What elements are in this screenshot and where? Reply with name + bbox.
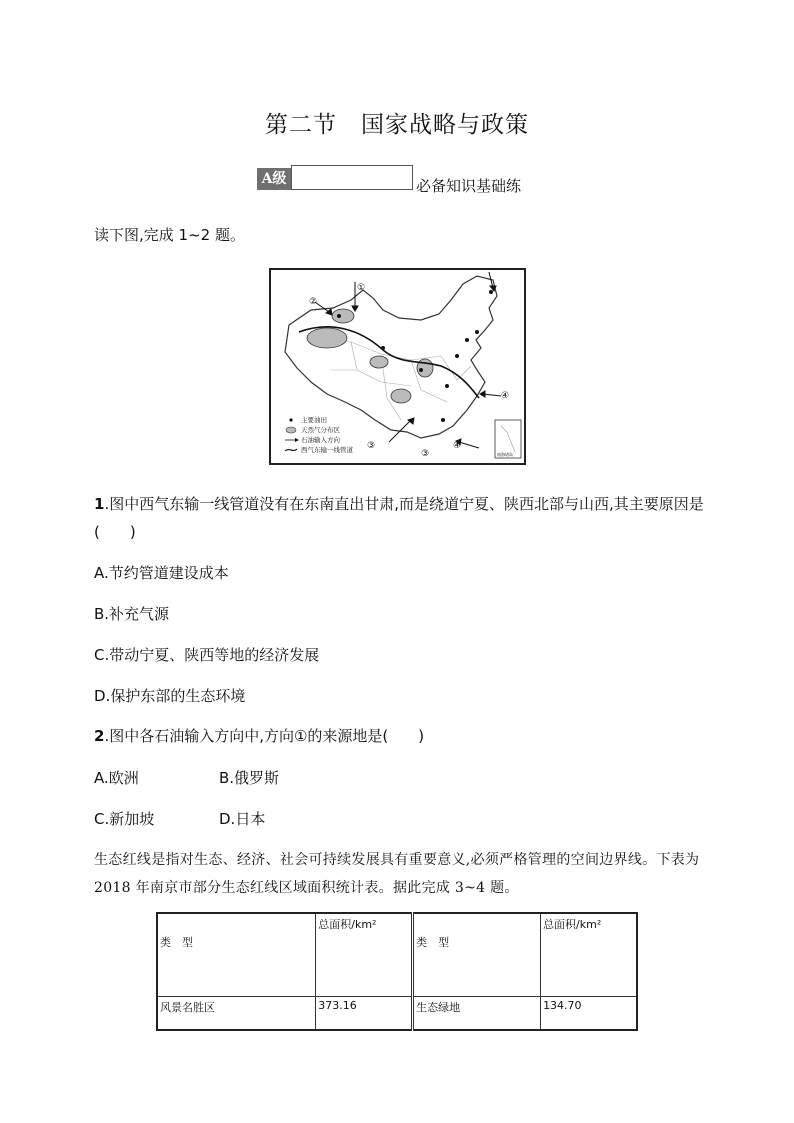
marker-3b: ③ — [421, 449, 430, 459]
q2-option-d[interactable]: D.日本 — [219, 810, 266, 828]
question-1-text: .图中西气东输一线管道没有在东南直出甘肃,而是绕道宁夏、陕西北部与山西,其主要原因是( ) — [94, 495, 704, 541]
inset-label: 南海诸岛 — [497, 452, 513, 457]
china-map-figure — [269, 268, 526, 465]
table-cell-area-1: 373.16 — [316, 997, 413, 1031]
oil-import-arrows — [315, 272, 501, 448]
table-header-area-2: 总面积/km² — [541, 913, 637, 997]
q1-option-d[interactable]: D.保护东部的生态环境 — [94, 687, 246, 705]
marker-2: ② — [309, 297, 318, 307]
legend-pipeline: 西气东输一线管道 — [301, 446, 353, 454]
q1-option-c[interactable]: C.带动宁夏、陕西等地的经济发展 — [94, 646, 320, 664]
q2-option-a[interactable]: A.欧洲 — [94, 769, 139, 787]
gas-area-qaidam — [370, 356, 388, 368]
marker-4b: ④ — [453, 441, 462, 451]
legend-gas: 天然气分布区 — [301, 426, 340, 434]
question-2-stem — [94, 722, 714, 750]
level-blank-box — [291, 165, 413, 190]
gas-area-sichuan — [391, 389, 411, 403]
level-heading: 必备知识基础练 — [416, 177, 522, 195]
table-row — [157, 997, 637, 1031]
province-lines — [311, 340, 471, 420]
q1-option-a[interactable]: A.节约管道建设成本 — [94, 564, 229, 582]
table-header-area-1: 总面积/km² — [316, 913, 413, 997]
level-badge: A级 — [257, 168, 291, 190]
legend-oil-import: 石油输入方向 — [301, 436, 340, 444]
q1-option-b[interactable]: B.补充气源 — [94, 605, 170, 623]
table-header-row — [157, 913, 637, 997]
table-cell-type-1: 风景名胜区 — [157, 997, 316, 1031]
marker-3a: ③ — [367, 441, 376, 451]
table-header-type-1: 类 型 — [157, 913, 316, 997]
legend-oilfield: 主要油田 — [301, 416, 327, 424]
q2-option-c[interactable]: C.新加坡 — [94, 810, 155, 828]
gas-area-tarim — [307, 328, 347, 348]
page-title: 第二节 国家战略与政策 — [265, 112, 529, 138]
ecological-redline-table — [156, 912, 638, 1031]
table-cell-type-2: 生态绿地 — [413, 997, 541, 1031]
question-1-stem — [94, 490, 714, 546]
china-map-svg — [271, 270, 524, 463]
map-legend — [285, 415, 354, 454]
marker-1: ① — [357, 283, 366, 293]
question-1-number: 1 — [94, 495, 105, 513]
gas-area-junggar — [332, 309, 354, 323]
table-header-type-2: 类 型 — [413, 913, 541, 997]
question-2-number: 2 — [94, 727, 105, 745]
passage-text: 生态红线是指对生态、经济、社会可持续发展具有重要意义,必须严格管理的空间边界线。下表为 2018 年南京市部分生态红线区域面积统计表。据此完成 3~4 题。 — [94, 852, 700, 896]
q2-option-b[interactable]: B.俄罗斯 — [219, 769, 280, 787]
marker-4a: ④ — [501, 391, 510, 401]
oilfield-points — [337, 290, 493, 422]
table-cell-area-2: 134.70 — [541, 997, 637, 1031]
intro-text: 读下图,完成 1~2 题。 — [94, 226, 245, 244]
question-2-text: .图中各石油输入方向中,方向①的来源地是( ) — [104, 727, 425, 745]
